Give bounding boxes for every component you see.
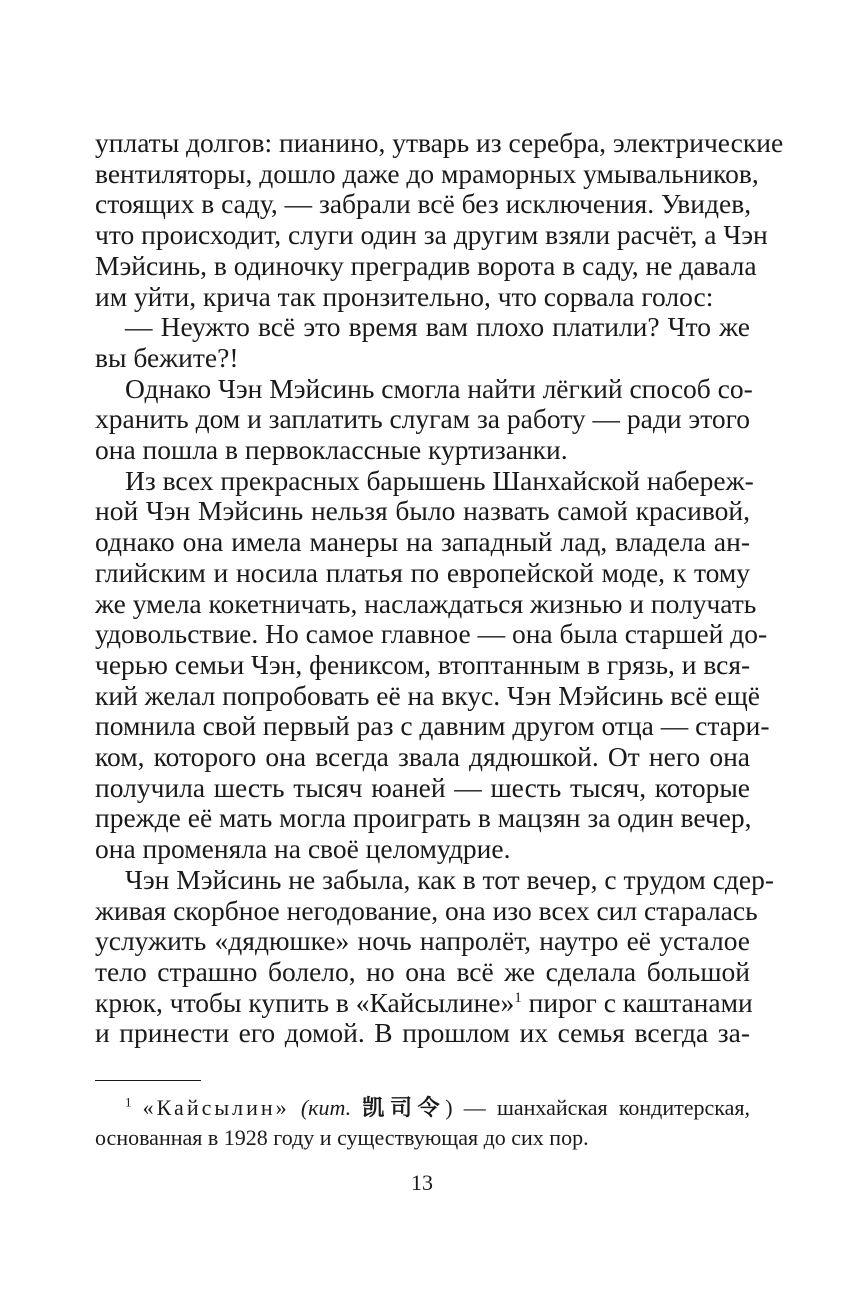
- text-line: Из всех прекрасных барышень Шанхайской набереж-: [125, 464, 754, 496]
- footnote-text: — шанхайская кондитерская,: [463, 1095, 751, 1120]
- text-line: глийским и носила платья по европейской моде, к тому: [95, 556, 750, 588]
- footnote-line: [95, 1093, 750, 1123]
- text-line: же умела кокетничать, наслаждаться жизнью и получать: [95, 587, 757, 619]
- text-line: вентиляторы, дошло даже до мраморных умывальников,: [95, 157, 759, 189]
- text-line: тело страшно болело, но она всё же сделала большой: [95, 955, 750, 987]
- footnote-mark: 1: [125, 1094, 132, 1110]
- footnote-line: основанная в 1928 году и существующая до сих пор.: [95, 1125, 589, 1150]
- footnote-hanzi: 凯司令: [362, 1096, 446, 1121]
- text-line: Чэн Мэйсинь не забыла, как в тот вечер, с трудом сдер-: [125, 863, 775, 895]
- text-fragment: крюк, чтобы купить в «Кайсылине»: [95, 986, 515, 1018]
- footnote-term: «Кайсылин»: [142, 1095, 290, 1120]
- text-line: и принести его домой. В прошлом их семья всегда за-: [95, 1017, 750, 1049]
- text-line: живая скорбное негодование, она изо всех сил старалась: [95, 894, 758, 926]
- text-line: уплаты долгов: пианино, утварь из серебра, электрические: [95, 127, 784, 158]
- text-line: вы бежите?!: [95, 341, 239, 373]
- text-line: кий желал попробовать её на вкус. Чэн Мэйсинь всё ещё: [95, 679, 760, 711]
- main-text: [95, 127, 784, 1049]
- text-line: удовольствие. Но самое главное — она была старшей до-: [95, 618, 768, 650]
- text-line: однако она имела манеры на западный лад, владела ан-: [95, 526, 750, 558]
- text-fragment: пирог с каштанами: [528, 986, 753, 1018]
- text-line: помнила свой первый раз с давним другом отца — стари-: [95, 710, 770, 742]
- text-line: Однако Чэн Мэйсинь смогла найти лёгкий способ со-: [125, 372, 753, 404]
- text-line: ком, которого она всегда звала дядюшкой. От него она: [95, 741, 750, 773]
- text-line: хранить дом и заплатить слугам за работу — ради этого: [95, 403, 750, 435]
- text-line-with-footnote: [95, 986, 753, 1019]
- text-line: Мэйсинь, в одиночку преградив ворота в саду, не давала: [95, 249, 757, 281]
- page-number: 13: [411, 1170, 433, 1195]
- text-line: услужить «дядюшке» ночь напролёт, наутро её усталое: [95, 925, 750, 957]
- text-line: она пошла в первоклассные куртизанки.: [95, 434, 568, 466]
- footnote-reference[interactable]: 1: [514, 989, 522, 1006]
- footnote: [95, 1093, 750, 1152]
- footnote-separator: [95, 1080, 201, 1081]
- text-line: черью семьи Чэн, фениксом, втоптанным в грязь, и вся-: [95, 648, 751, 680]
- text-line: прежде её мать могла проиграть в мацзян за один вечер,: [95, 802, 752, 834]
- text-line: стоящих в саду, — забрали всё без исключения. Увидев,: [95, 188, 752, 220]
- text-line: ной Чэн Мэйсинь нельзя было назвать самой красивой,: [95, 495, 750, 527]
- footnote-paren: ): [445, 1095, 453, 1120]
- text-line: она променяла на своё целомудрие.: [95, 833, 511, 865]
- text-line: им уйти, крича так пронзительно, что сорвала голос:: [95, 280, 714, 312]
- text-line: получила шесть тысяч юаней — шесть тысяч, которые: [95, 771, 750, 803]
- footnote-abbr: (кит.: [300, 1095, 352, 1120]
- text-line: — Неужто всё это время вам плохо платили? Что же: [125, 311, 750, 343]
- text-line: что происходит, слуги один за другим взяли расчёт, а Чэн: [95, 219, 768, 251]
